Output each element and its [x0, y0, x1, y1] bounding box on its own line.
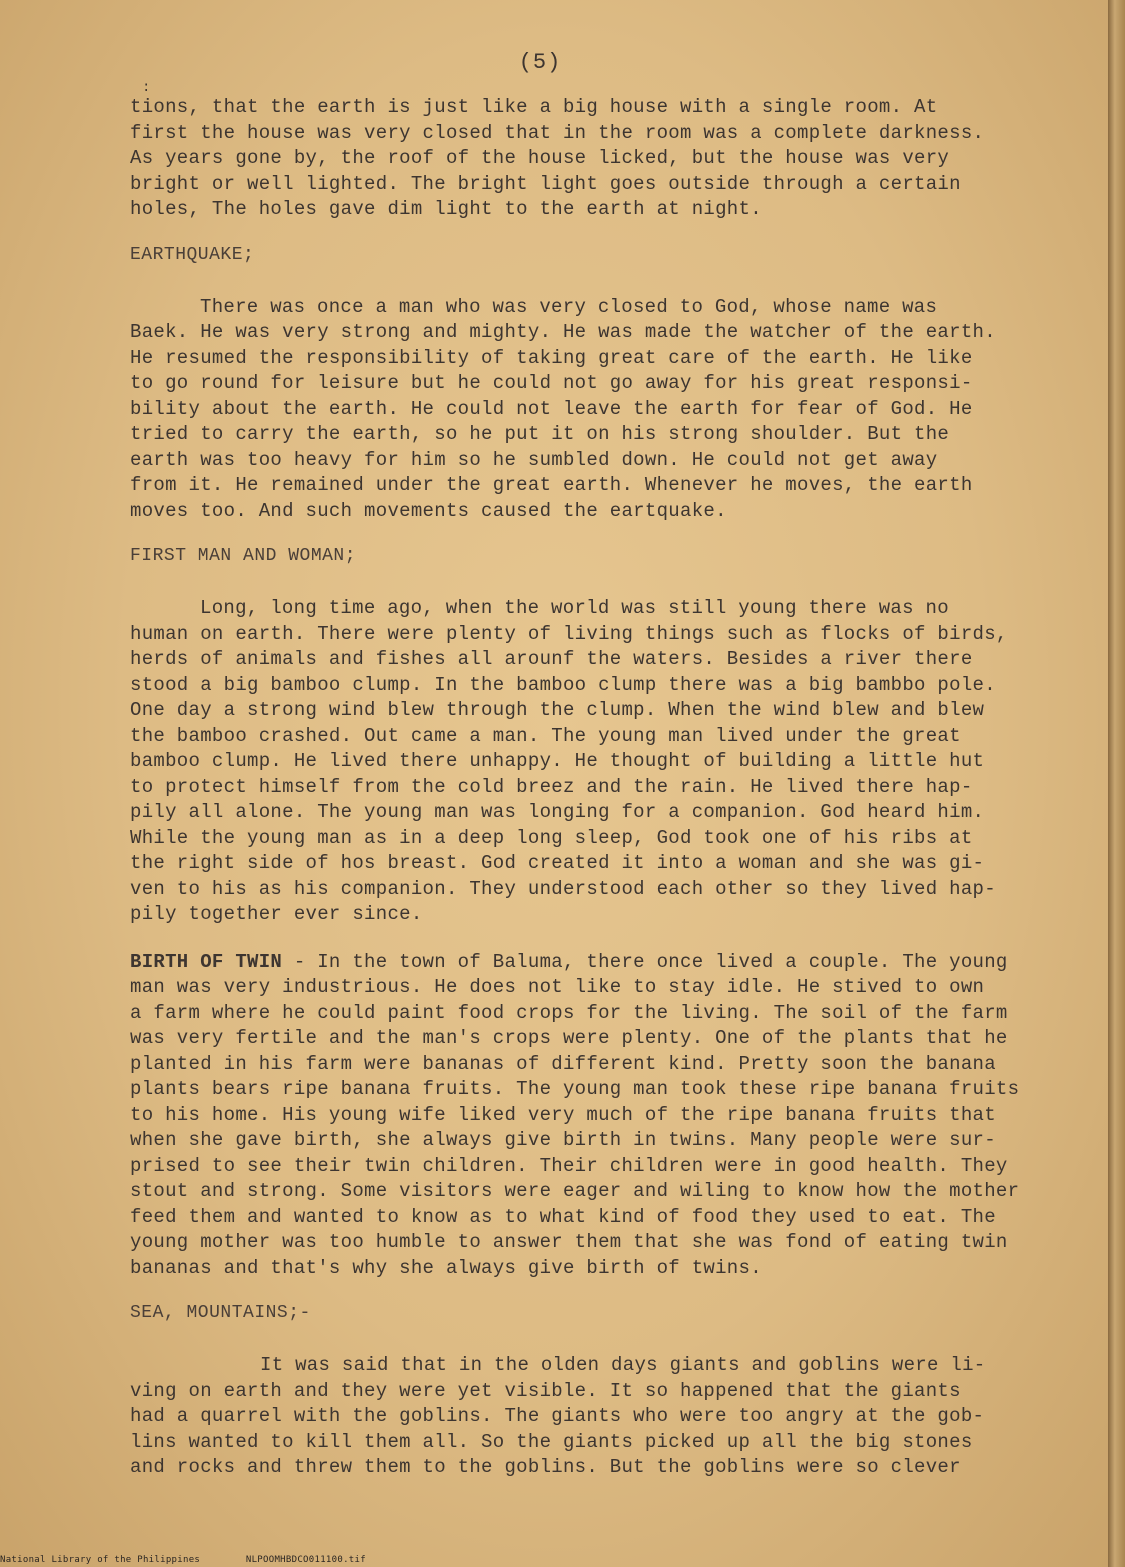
- text-line: bamboo clump. He lived there unhappy. He thought of building a little hut: [130, 750, 985, 772]
- text-line: man was very industrious. He does not like to stay idle. He stived to own: [130, 976, 985, 998]
- text-line: holes, The holes gave dim light to the earth at night.: [130, 198, 762, 220]
- text-line: feed them and wanted to know as to what kind of food they used to eat. The: [130, 1205, 996, 1228]
- paragraph-earthquake: [130, 295, 1070, 525]
- text-line-rest: - In the town of Baluma, there once lived a couple. The young: [282, 950, 1008, 973]
- text-line: the bamboo crashed. Out came a man. The young man lived under the great: [130, 724, 961, 747]
- text-line: [130, 950, 1070, 976]
- text-line: and rocks and threw them to the goblins. But the goblins were so clever: [130, 1456, 961, 1478]
- text-line: was very fertile and the man's crops were plenty. One of the plants that he: [130, 1027, 1008, 1049]
- scan-filename: NLPOOMHBDCO011100.tif: [245, 1555, 366, 1565]
- text-line: prised to see their twin children. Their children were in good health. They: [130, 1154, 1008, 1177]
- heading-earthquake: EARTHQUAKE;: [130, 244, 255, 265]
- text-line: plants bears ripe banana fruits. The young man took these ripe banana fruits: [130, 1078, 1020, 1100]
- text-line: While the young man as in a deep long sleep, God took one of his ribs at: [130, 826, 973, 849]
- text-line: to his home. His young wife liked very much of the ripe banana fruits that: [130, 1103, 996, 1126]
- text-line: There was once a man who was very closed to God, whose name was: [200, 295, 938, 318]
- text-line: ven to his as his companion. They understood each other so they lived hap-: [130, 877, 996, 900]
- text-line: first the house was very closed that in the room was a complete darkness.: [130, 121, 985, 144]
- text-line: pily all alone. The young man was longing for a companion. God heard him.: [130, 801, 985, 823]
- text-line: It was said that in the olden days giants and goblins were li-: [260, 1354, 986, 1376]
- text-line: bility about the earth. He could not leave the earth for fear of God. He: [130, 397, 973, 420]
- text-line: a farm where he could paint food crops for the living. The soil of the farm: [130, 1001, 1008, 1024]
- text-line: earth was too heavy for him so he sumbled down. He could not get away: [130, 448, 938, 471]
- text-line: pily together ever since.: [130, 903, 423, 925]
- text-line: One day a strong wind blew through the clump. When the wind blew and blew: [130, 699, 985, 721]
- text-line: had a quarrel with the goblins. The giants who were too angry at the gob-: [130, 1405, 985, 1427]
- text-line: Baek. He was very strong and mighty. He was made the watcher of the earth.: [130, 321, 996, 343]
- text-line: stout and strong. Some visitors were eager and wiling to know how the mother: [130, 1180, 1020, 1202]
- text-line: stood a big bamboo clump. In the bamboo clump there was a big bambbo pole.: [130, 673, 996, 696]
- text-line: tried to carry the earth, so he put it on his strong shoulder. But the: [130, 423, 950, 445]
- text-line: young mother was too humble to answer them that she was fond of eating twin: [130, 1231, 1008, 1253]
- intro-paragraph: [130, 95, 1070, 223]
- heading-first-man-and-woman: FIRST MAN AND WOMAN;: [130, 546, 357, 566]
- stray-mark: :: [142, 80, 151, 96]
- paragraph-sea-mountains: [130, 1353, 1070, 1481]
- text-line: moves too. And such movements caused the eartquake.: [130, 499, 727, 522]
- text-line: Long, long time ago, when the world was still young there was no: [200, 597, 949, 619]
- paragraph-first-man-and-woman: [130, 596, 1070, 928]
- text-line: the right side of hos breast. God created it into a woman and she was gi-: [130, 852, 985, 874]
- page-number: (5): [518, 50, 562, 75]
- text-line: bright or well lighted. The bright light goes outside through a certain: [130, 172, 961, 195]
- document-body: [130, 50, 1070, 1481]
- text-line: to go round for leisure but he could not go away for his great responsi-: [130, 372, 973, 394]
- text-line: As years gone by, the roof of the house licked, but the house was very: [130, 147, 950, 169]
- heading-sea-mountains: SEA, MOUNTAINS;-: [130, 1303, 311, 1323]
- text-line: to protect himself from the cold breez and the rain. He lived there hap-: [130, 775, 973, 798]
- library-credit: National Library of the Philippines: [0, 1555, 201, 1565]
- text-line: He resumed the responsibility of taking great care of the earth. He like: [130, 346, 973, 369]
- text-line: human on earth. There were plenty of living things such as flocks of birds,: [130, 622, 1008, 645]
- text-line: bananas and that's why she always give birth of twins.: [130, 1256, 762, 1279]
- page-binding-edge: [1108, 0, 1125, 1567]
- text-line: from it. He remained under the great earth. Whenever he moves, the earth: [130, 474, 973, 496]
- text-line: lins wanted to kill them all. So the giants picked up all the big stones: [130, 1430, 973, 1453]
- text-line: ving on earth and they were yet visible. It so happened that the giants: [130, 1379, 961, 1402]
- text-line: tions, that the earth is just like a big house with a single room. At: [130, 96, 938, 118]
- text-line: when she gave birth, she always give birth in twins. Many people were sur-: [130, 1129, 996, 1151]
- text-line: herds of animals and fishes all arounf the waters. Besides a river there: [130, 648, 973, 670]
- heading-birth-of-twin: BIRTH OF TWIN: [130, 950, 283, 973]
- text-line: planted in his farm were bananas of different kind. Pretty soon the banana: [130, 1052, 996, 1075]
- paragraph-birth-of-twin: [130, 950, 1070, 1282]
- scan-footer: [0, 1555, 406, 1565]
